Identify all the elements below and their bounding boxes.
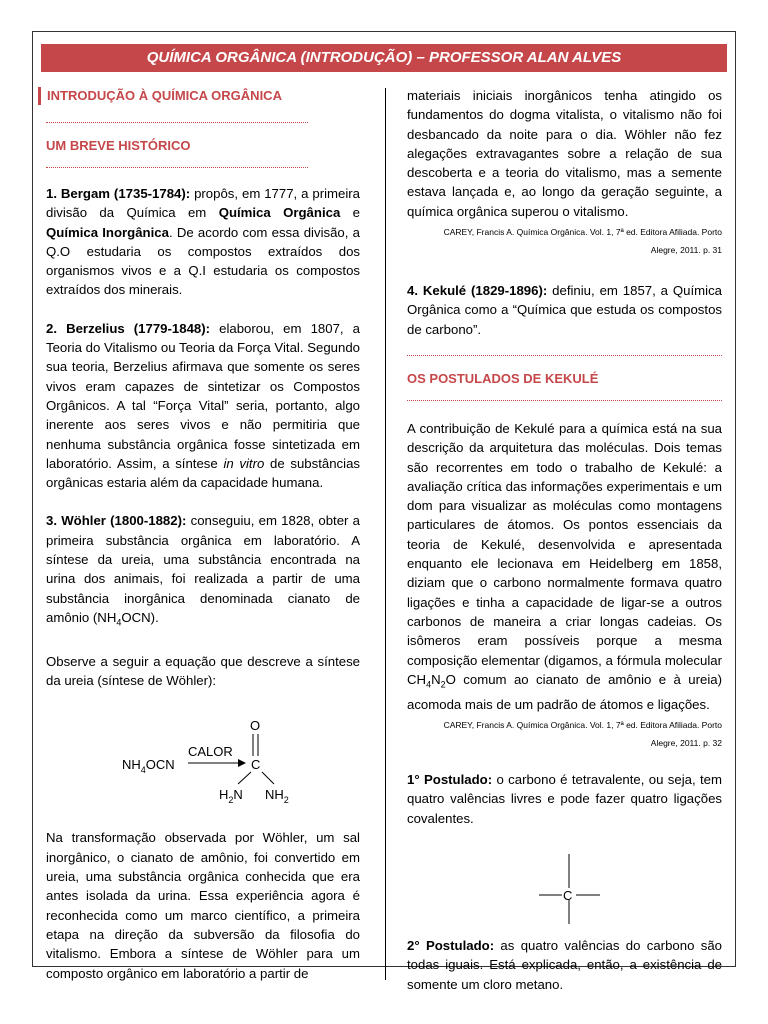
postulate-1-text: o carbono é tetravalente, ou seja, tem quatro valências livres e pode fazer quatro ligações covalentes.: [407, 772, 723, 826]
amine-right: $NH_2$: [265, 787, 289, 806]
section-title-kekule-postulates: OS POSTULADOS DE KEKULÉ: [407, 370, 599, 386]
kekule-text: definiu, em 1857, a Química Orgânica como a “Química que estuda os compostos de carbono”.: [407, 283, 722, 337]
wohler-sub: 4: [116, 617, 122, 628]
wohler-name: 3. Wöhler (1800-1882):: [46, 513, 187, 529]
berzelius-italic: in vitro: [223, 455, 265, 471]
right-column: [407, 86, 722, 994]
bergam-text-2: e: [340, 205, 361, 221]
kekule-contribution-text-2: N: [431, 671, 441, 687]
section-title-intro: INTRODUÇÃO À QUÍMICA ORGÂNICA: [38, 87, 360, 105]
paragraph-postulate-1: [407, 770, 722, 828]
postulate-1-label: 1° Postulado:: [407, 772, 493, 788]
bergam-bold-2: Química Inorgânica: [46, 224, 169, 240]
paragraph-vitalism-continued: materiais iniciais inorgânicos tenha atingido os fundamentos do dogma vitalista, o vitalismo não foi desbancado da noite para o dia. Wöhler não fez alegações extravagantes sobre a relação de sua descoberta e a teoria do vitalismo, mas a semente estava lançada e, ao longo da geração seguinte, a química orgânica superou o vitalismo.: [407, 88, 722, 219]
ref1-line1: CAREY, Francis A. Química Orgânica. Vol. 1, 7ª ed. Editora Afiliada. Porto: [443, 227, 722, 238]
berzelius-name: 2. Berzelius (1779-1848):: [46, 320, 211, 336]
postulate-2-text: as quatro valências do carbono são todas iguais. Está explicada, então, a existência de somente um cloro metano.: [407, 937, 723, 992]
paragraph-kekule: [407, 281, 722, 339]
berzelius-text-1: elaborou, em 1807, a Teoria do Vitalismo ou Teoria da Força Vital. Segundo sua teoria, Berzelius afirmava que somente os seres vivos eram capazes de sintetizar os Compostos Orgânicos. A tal “Força Vital” seria, portanto, algo inerente aos seres vivos e não permitiria que nenhuma substância orgânica fosse sintetizada em laboratório. Assim, a síntese: [46, 320, 360, 471]
ref1-line2: Alegre, 2011. p. 31: [650, 245, 722, 256]
bergam-text-3: . De acordo com essa divisão, a Q.O estudaria os compostos extraídos dos organismos vivos e a Q.I estudaria os compostos extraídos dos minerais.: [46, 224, 360, 298]
bergam-text-1: propôs, em 1777, a primeira divisão da Química em: [46, 186, 361, 221]
bergam-bold-1: Química Orgânica: [218, 205, 341, 221]
carbon-atom: C: [251, 757, 261, 773]
dotted-separator: [407, 355, 722, 356]
formula-sub-1: 4: [426, 679, 432, 690]
postulate-2-label: 2° Postulado:: [407, 937, 495, 953]
oxygen-atom: O: [250, 718, 261, 734]
carbon-atom: C: [563, 887, 573, 903]
ref2-line2: Alegre, 2011. p. 32: [650, 738, 722, 749]
ref2-line1: CAREY, Francis A. Química Orgânica. Vol. 1, 7ª ed. Editora Afiliada. Porto: [443, 720, 722, 731]
dotted-separator: [407, 400, 722, 401]
bond-c-n-left: [238, 772, 251, 784]
reference-citation-2: [407, 716, 722, 752]
dotted-separator: [46, 167, 308, 168]
paragraph-postulate-2: [407, 936, 722, 994]
reference-citation-1: [407, 223, 722, 259]
dotted-separator: [46, 122, 308, 123]
left-column: [46, 86, 360, 983]
formula-sub-2: 2: [440, 679, 446, 690]
bond-c-n-right: [262, 772, 274, 784]
kekule-contribution-text-3: O comum ao cianato de amônio e à ureia) acomoda mais de um padrão de átomos e ligações.: [407, 671, 722, 712]
paragraph-kekule-contribution: [407, 419, 722, 714]
condition-label: CALOR: [188, 744, 233, 760]
paragraph-bergam: [46, 184, 360, 300]
paragraph-equation-intro: Observe a seguir a equação que descreve a síntese da ureia (síntese de Wöhler):: [46, 653, 360, 689]
bergam-name: 1. Bergam (1735-1784):: [46, 186, 191, 201]
berzelius-text-2: de substâncias orgânicas estaria além da capacidade humana.: [46, 455, 361, 491]
page-header-banner: QUÍMICA ORGÂNICA (INTRODUÇÃO) – PROFESSOR ALAN ALVES: [41, 44, 727, 72]
kekule-contribution-text-1: A contribuição de Kekulé para a química está na sua descrição da arquitetura das moléculas. Dois temas são recorrentes em todo o trabalho de Kekulé: a avaliação crítica das informações experimentais e um dom para visualizar as moléculas como montagens particulares de átomos. Os pontos essenciais da teoria de Kekulé, desenvolvida e apresentada enquanto ele lecionava em Heidelberg em 1858, diziam que o carbono normalmente formava quatro ligações e tinha a capacidade de ligar-se a outros carbonos de maneira a criar longas cadeias. Os isômeros eram possíveis porque a mesma composição elementar (digamos, a fórmula molecular CH: [407, 420, 722, 687]
amine-left: $H_2N$: [219, 787, 243, 806]
urea-synthesis-equation: [46, 696, 360, 816]
wohler-text-1: conseguiu, em 1828, obter a primeira substância orgânica em laboratório. A síntese da ureia, uma substância encontrada na urina dos animais, foi realizada a partir de uma substância inorgânica denominada cianato de amônio (NH: [46, 513, 360, 625]
paragraph-wohler: [46, 511, 360, 632]
wohler-text-2: OCN).: [121, 609, 159, 625]
paragraph-wohler-transformation: Na transformação observada por Wöhler, um sal inorgânico, o cianato de amônio, foi convertido em ureia, uma substância orgânica conhecida que era antes isolada da urina. Essa experiência agora é reconhecida como um marco científico, a primeira etapa na direção da subversão da filosofia do vitalismo. Embora a síntese de Wöhler para um composto orgânico em laboratório a partir de: [46, 830, 360, 981]
subsection-title-history: UM BREVE HISTÓRICO: [46, 138, 191, 153]
reaction-arrow-head: [238, 759, 246, 767]
column-divider: [385, 88, 386, 980]
reactant-text: $NH_4OCN$: [122, 757, 175, 776]
kekule-name: 4. Kekulé (1829-1896):: [407, 283, 548, 299]
tetravalent-carbon-diagram: [407, 832, 722, 928]
paragraph-berzelius: [46, 319, 360, 493]
